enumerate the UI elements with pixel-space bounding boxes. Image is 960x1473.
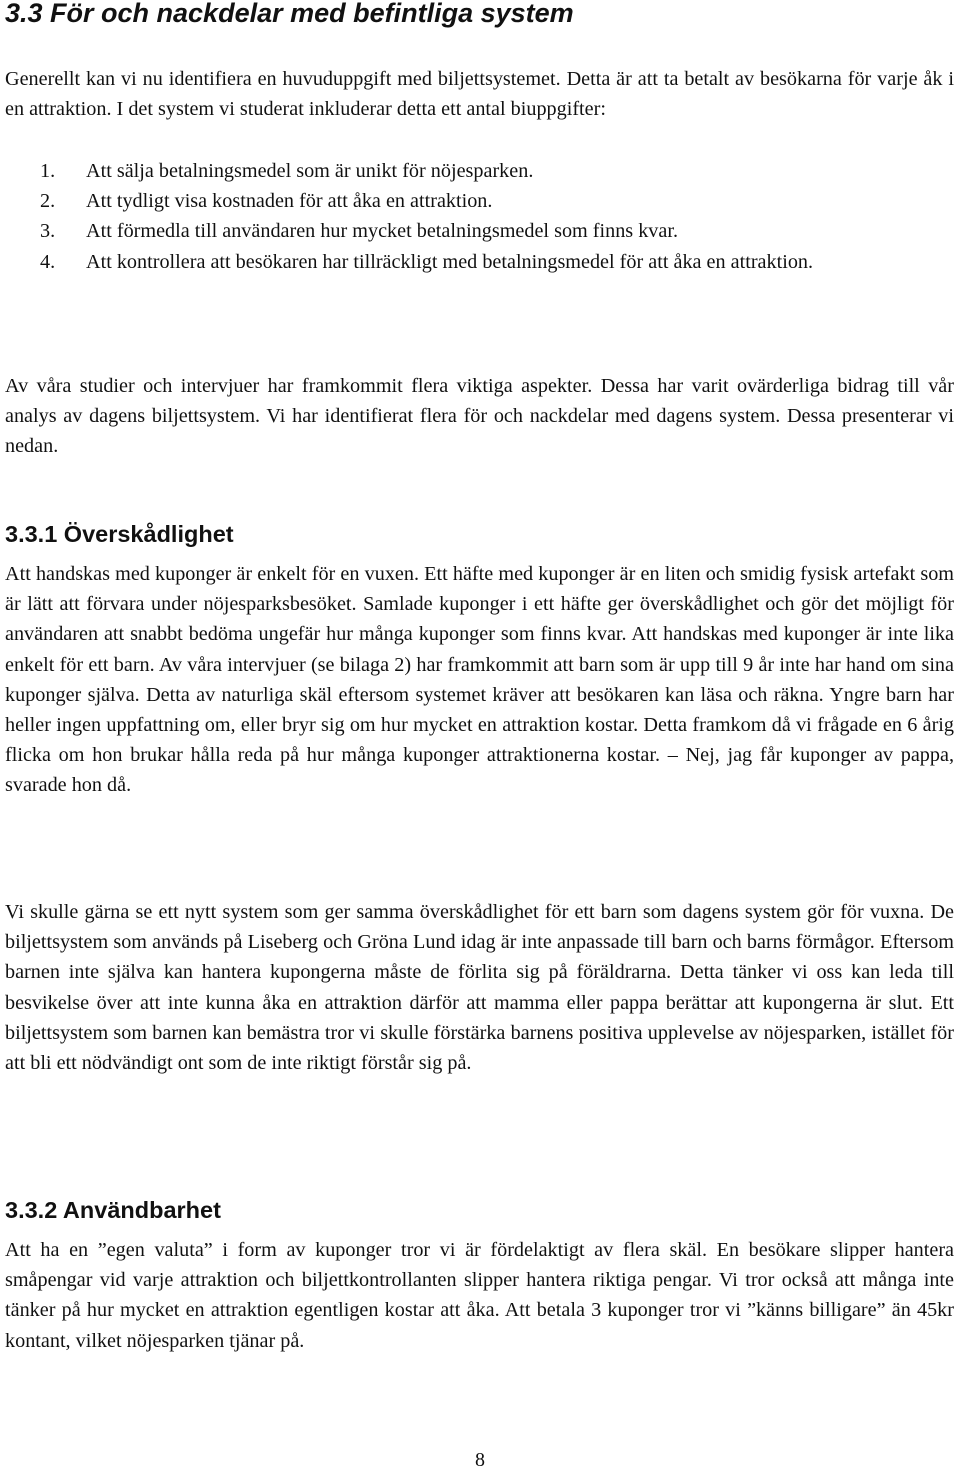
task-list [0, 156, 955, 277]
list-item [0, 216, 955, 246]
list-text: Att förmedla till användaren hur mycket betalningsmedel som finns kvar. [86, 220, 679, 243]
list-item [0, 156, 955, 186]
list-text: Att sälja betalningsmedel som är unikt för nöjesparken. [86, 160, 534, 182]
list-text: Att tydligt visa kostnaden för att åka en attraktion. [86, 190, 493, 213]
subsection-heading-overview: 3.3.1 Överskådlighet [5, 521, 234, 547]
list-item [0, 186, 955, 216]
list-number: 3. [40, 220, 56, 243]
list-item [0, 247, 955, 277]
list-number: 1. [40, 160, 56, 182]
list-number: 2. [40, 190, 56, 213]
page-number: 8 [475, 1449, 485, 1471]
usability-paragraph: Att ha en ”egen valuta” i form av kuponger tror vi är fördelaktigt av flera skäl. En besökare slipper hantera småpengar vid varje attraktion och biljettkontrollanten slipper hantera riktiga pengar. Vi tror också att många inte tänker på hur mycket en attraktion egentligen kostar att åka. Att betala 3 kuponger tror vi ”känns billigare” än 45kr kontant, vilket nöjesparken tjänar på. [5, 1239, 954, 1352]
list-text: Att kontrollera att besökaren har tillräckligt med betalningsmedel för att åka en attraktion. [86, 250, 814, 273]
list-number: 4. [40, 250, 56, 273]
intro-paragraph: Generellt kan vi nu identifiera en huvuduppgift med biljettsystemet. Detta är att ta betalt av besökarna för varje åk i en attraktion. I det system vi studerat inkluderar detta ett antal biuppgifter: [5, 68, 954, 121]
summary-paragraph: Av våra studier och intervjuer har framkommit flera viktiga aspekter. Dessa har varit ovärderliga bidrag till vår analys av dagens biljettsystem. Vi har identifierat flera för och nackdelar med dagens system. Dessa presenterar vi nedan. [5, 375, 954, 458]
overview-paragraph-2: Vi skulle gärna se ett nytt system som ger samma överskådlighet för ett barn som dagens system gör för vuxna. De biljettsystem som används på Liseberg och Gröna Lund idag är inte anpassade till barn och barns förmågor. Eftersom barnen inte själva kan hantera kupongerna måste de förlita sig på föräldrarna. Detta tänker vi oss kan leda till besvikelse över att inte kunna åka en attraktion därför att mamma eller pappa berättar att kupongerna är slut. Ett biljettsystem som barnen kan bemästra tror vi skulle förstärka barnens positiva upplevelse av nöjesparken, istället för att bli ett nödvändigt ont som de inte riktigt förstår sig på. [5, 901, 954, 1075]
section-heading: 3.3 För och nackdelar med befintliga system [5, 0, 574, 28]
subsection-heading-usability: 3.3.2 Användbarhet [5, 1197, 221, 1223]
overview-paragraph-1: Att handskas med kuponger är enkelt för en vuxen. Ett häfte med kuponger är en liten och smidig fysisk artefakt som är lätt att förvara under nöjesparksbesöket. Samlade kuponger i ett häfte ger överskådlighet och gör det möjligt för användaren att snabbt bedöma ungefär hur många kuponger som finns kvar. Att handskas med kuponger är inte lika enkelt för ett barn. Av våra intervjuer (se bilaga 2) har framkommit att barn som är upp till 9 år inte har hand om sina kuponger själva. Detta av naturliga skäl eftersom systemet kräver att besökaren kan läsa och räkna. Yngre barn har heller ingen uppfattning om, eller bryr sig om hur mycket en attraktion kostar. Detta framkom då vi frågade en 6 årig flicka om hon brukar hålla reda på hur många kuponger attraktionerna kostar. – Nej, jag får kuponger av pappa, svarade hon då. [5, 563, 954, 797]
